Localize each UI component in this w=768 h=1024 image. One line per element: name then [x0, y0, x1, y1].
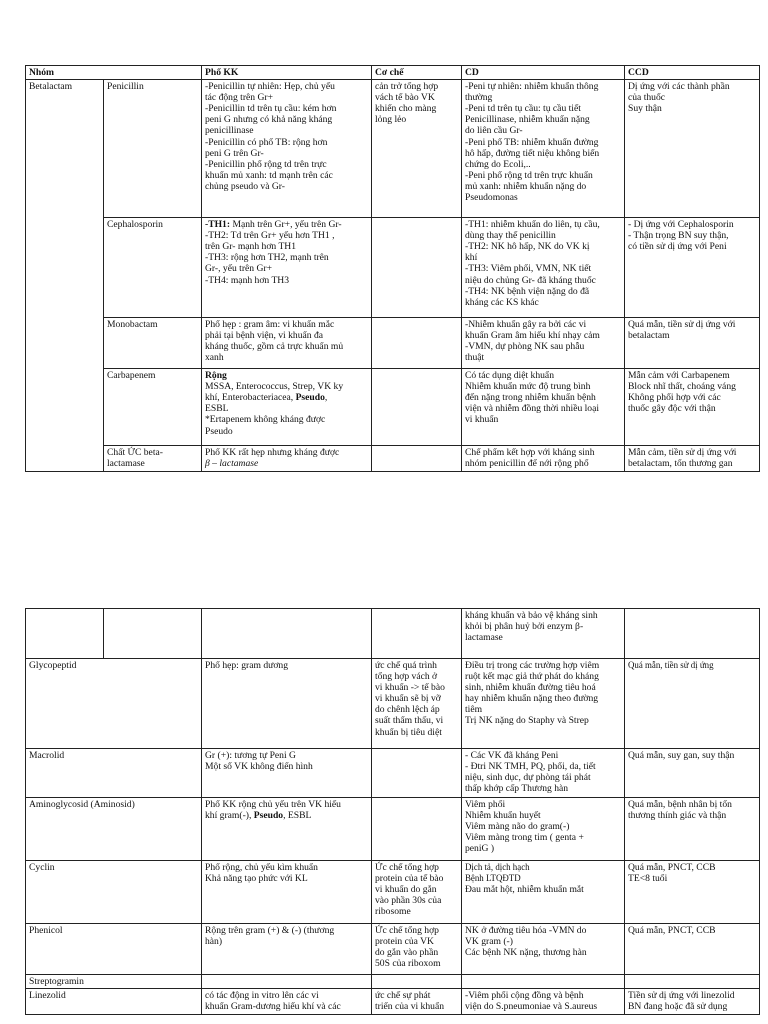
carbapenem-co-che [372, 369, 462, 446]
table-row-glycopeptid [26, 659, 760, 749]
cephalosporin-cd: -TH1: nhiễm khuẩn do liên, tụ cầu, dùng thay thế penicillin -TH2: NK hô hấp, NK do VK kị khí -TH3: Viêm phổi, VMN, NK tiết niệu do chủng Gr- đã kháng thuốc -TH4: NK bệnh viện nặng do đã kháng các KS khác [462, 218, 625, 318]
cyclin-ccd: Quá mẫn, PNCT, CCB TE<8 tuổi [625, 861, 760, 924]
header-ccd: CCD [625, 66, 760, 80]
betalactamase-pho: Phổ KK rất hẹp nhưng kháng được β – lactamase [202, 446, 372, 472]
carbapenem-cd: Có tác dụng diệt khuẩn Nhiễm khuẩn mức độ trung bình đến nặng trong nhiễm khuẩn bệnh viện và nhiễm đồng thời nhiều loại vi khuẩn [462, 369, 625, 446]
subgroup-monobactam: Monobactam [104, 318, 202, 369]
betalactamase-co-che [372, 446, 462, 472]
streptogramin-co-che [372, 975, 462, 989]
cephalosporin-pho: -TH1: Mạnh trên Gr+, yếu trên Gr- -TH2: Td trên Gr+ yếu hơn TH1 , trên Gr- mạnh hơn TH1 -TH3: rộng hơn TH2, mạnh trên Gr-, yếu trên Gr+ -TH4: mạnh hơn TH3 [202, 218, 372, 318]
subgroup-cephalosporin: Cephalosporin [104, 218, 202, 318]
table-row-penicillin [26, 80, 760, 218]
subgroup-betalactamase-inhibitor: Chất ỨC beta- lactamase [104, 446, 202, 472]
table-row-betalactamase-inhibitor [26, 446, 760, 472]
group-aminoglycosid: Aminoglycosid (Aminosid) [26, 798, 202, 861]
group-linezolid: Linezolid [26, 989, 202, 1015]
group-glycopeptid: Glycopeptid [26, 659, 202, 749]
linezolid-ccd: Tiền sử dị ứng với linezolid BN đang hoặc đã sử dụng [625, 989, 760, 1015]
phenicol-ccd: Quá mẫn, PNCT, CCB [625, 924, 760, 975]
group-macrolid: Macrolid [26, 749, 202, 798]
phenicol-pho: Rộng trên gram (+) & (-) (thương hàn) [202, 924, 372, 975]
header-nhom: Nhóm [26, 66, 202, 80]
streptogramin-ccd [625, 975, 760, 989]
streptogramin-pho [202, 975, 372, 989]
glycopeptid-ccd: Quá mẫn, tiền sử dị ứng [625, 659, 760, 749]
header-co-che: Cơ chế [372, 66, 462, 80]
subgroup-penicillin: Penicillin [104, 80, 202, 218]
penicillin-cd: -Peni tự nhiên: nhiễm khuẩn thông thường -Peni td trên tụ cầu: tụ cầu tiết Penicillinase, nhiễm khuẩn nặng do liên cầu Gr- -Peni phổ TB: nhiễm khuẩn đường hô hấp, đường tiết niệu không biến chứng do Ecoli,.. -Peni phổ rộng td trên trực khuẩn mủ xanh: nhiễm khuẩn nặng do Pseudomonas [462, 80, 625, 218]
macrolid-pho: Gr (+): tương tự Peni G Một số VK không điển hình [202, 749, 372, 798]
cyclin-cd: Dịch tả, dịch hạch Bệnh LTQĐTD Đau mắt hột, nhiễm khuẩn mắt [462, 861, 625, 924]
group-phenicol: Phenicol [26, 924, 202, 975]
table-row-cyclin [26, 861, 760, 924]
antibiotic-table-bottom [25, 608, 760, 1015]
linezolid-pho: có tác động in vitro lên các vi khuẩn Gram-dương hiếu khí và các [202, 989, 372, 1015]
penicillin-pho: -Penicillin tự nhiên: Hẹp, chủ yếu tác động trên Gr+ -Penicillin td trên tụ cầu: kém hơn peni G nhưng có khả năng kháng penicillinase -Penicillin có phổ TB: rộng hơn peni G trên Gr- -Penicillin phổ rộng td trên trực khuẩn mủ xanh: td mạnh trên các chủng pseudo và Gr- [202, 80, 372, 218]
continuation-cd: kháng khuẩn và bảo vệ kháng sinh khỏi bị phân huỷ bởi enzym β- lactamase [462, 609, 625, 659]
table-row-monobactam [26, 318, 760, 369]
continuation-co-che [372, 609, 462, 659]
cyclin-pho: Phổ rộng, chủ yếu kìm khuẩn Khả năng tạo phức với KL [202, 861, 372, 924]
continuation-ccd [625, 609, 760, 659]
aminoglycosid-cd: Viêm phổi Nhiễm khuẩn huyết Viêm màng não do gram(-) Viêm màng trong tim ( genta + peniG ) [462, 798, 625, 861]
header-cd: CD [462, 66, 625, 80]
table-row-linezolid [26, 989, 760, 1015]
linezolid-co-che: ức chế sự phát triển của vi khuẩn [372, 989, 462, 1015]
monobactam-pho: Phổ hẹp : gram âm: vi khuẩn mắc phải tại bệnh viện, vi khuẩn đa kháng thuốc, gồm cả trực khuẩn mủ xanh [202, 318, 372, 369]
phenicol-co-che: Ức chế tổng hợp protein của VK do gắn vào phần 50S của riboxom [372, 924, 462, 975]
table-row-cephalosporin [26, 218, 760, 318]
monobactam-ccd: Quá mẫn, tiền sử dị ứng với betalactam [625, 318, 760, 369]
cephalosporin-ccd: - Dị ứng với Cephalosporin - Thận trọng BN suy thận, có tiền sử dị ứng với Peni [625, 218, 760, 318]
carbapenem-ccd: Mẫn cảm với Carbapenem Block nhĩ thất, choáng váng Không phối hợp với các thuốc gây độc với thận [625, 369, 760, 446]
aminoglycosid-co-che [372, 798, 462, 861]
table-row-aminoglycosid [26, 798, 760, 861]
streptogramin-cd [462, 975, 625, 989]
monobactam-cd: -Nhiễm khuẩn gây ra bởi các vi khuẩn Gram âm hiếu khí nhạy cảm -VMN, dự phòng NK sau phẫu thuật [462, 318, 625, 369]
group-betalactam: Betalactam [26, 80, 104, 472]
betalactamase-ccd: Mẫn cảm, tiền sử dị ứng với betalactam, tổn thương gan [625, 446, 760, 472]
penicillin-co-che: cản trở tổng hợp vách tế bào VK khiến cho màng lỏng lẻo [372, 80, 462, 218]
subgroup-carbapenem: Carbapenem [104, 369, 202, 446]
glycopeptid-cd: Điều trị trong các trường hợp viêm ruột kết mạc giả thứ phát do kháng sinh, nhiễm khuẩn đường tiêu hoá hay nhiễm khuẩn nặng theo đường tiêm Trị NK nặng do Staphy và Strep [462, 659, 625, 749]
glycopeptid-pho: Phổ hẹp: gram dương [202, 659, 372, 749]
table-row-macrolid [26, 749, 760, 798]
aminoglycosid-pho: Phổ KK rộng chủ yếu trên VK hiếu khí gram(-), Pseudo, ESBL [202, 798, 372, 861]
penicillin-ccd: Dị ứng với các thành phần của thuốc Suy thận [625, 80, 760, 218]
cyclin-co-che: Ức chế tổng hợp protein của tế bào vi khuẩn do gắn vào phần 30s của ribosome [372, 861, 462, 924]
linezolid-cd: -Viêm phổi cộng đồng và bệnh viện do S.pneumoniae và S.aureus [462, 989, 625, 1015]
aminoglycosid-ccd: Quá mẫn, bệnh nhân bị tổn thương thính giác và thận [625, 798, 760, 861]
cephalosporin-co-che [372, 218, 462, 318]
macrolid-co-che [372, 749, 462, 798]
table-row-carbapenem [26, 369, 760, 446]
table-row-phenicol [26, 924, 760, 975]
phenicol-cd: NK ở đường tiêu hóa -VMN do VK gram (-) Các bệnh NK nặng, thương hàn [462, 924, 625, 975]
monobactam-co-che [372, 318, 462, 369]
macrolid-ccd: Quá mẫn, suy gan, suy thận [625, 749, 760, 798]
continuation-pho [202, 609, 372, 659]
header-row [26, 66, 760, 80]
table-row-streptogramin [26, 975, 760, 989]
continuation-group [26, 609, 104, 659]
macrolid-cd: - Các VK đã kháng Peni - Đtri NK TMH, PQ, phổi, da, tiết niệu, sinh dục, dự phòng tái phát thấp khớp cấp Thương hàn [462, 749, 625, 798]
header-pho-kk: Phổ KK [202, 66, 372, 80]
group-cyclin: Cyclin [26, 861, 202, 924]
group-streptogramin: Streptogramin [26, 975, 202, 989]
antibiotic-table-top [25, 65, 760, 472]
glycopeptid-co-che: ức chế quá trình tổng hợp vách ở vi khuẩn -> tế bào vi khuẩn sẽ bị vỡ do chênh lệch áp suất thẩm thấu, vi khuẩn bị tiêu diệt [372, 659, 462, 749]
table-row-continuation [26, 609, 760, 659]
carbapenem-pho: Rộng MSSA, Enterococcus, Strep, VK ky khí, Enterobacteriacea, Pseudo, ESBL *Ertapenem không kháng được Pseudo [202, 369, 372, 446]
continuation-subgroup [104, 609, 202, 659]
betalactamase-cd: Chế phẩm kết hợp với kháng sinh nhóm penicillin để nới rộng phổ [462, 446, 625, 472]
